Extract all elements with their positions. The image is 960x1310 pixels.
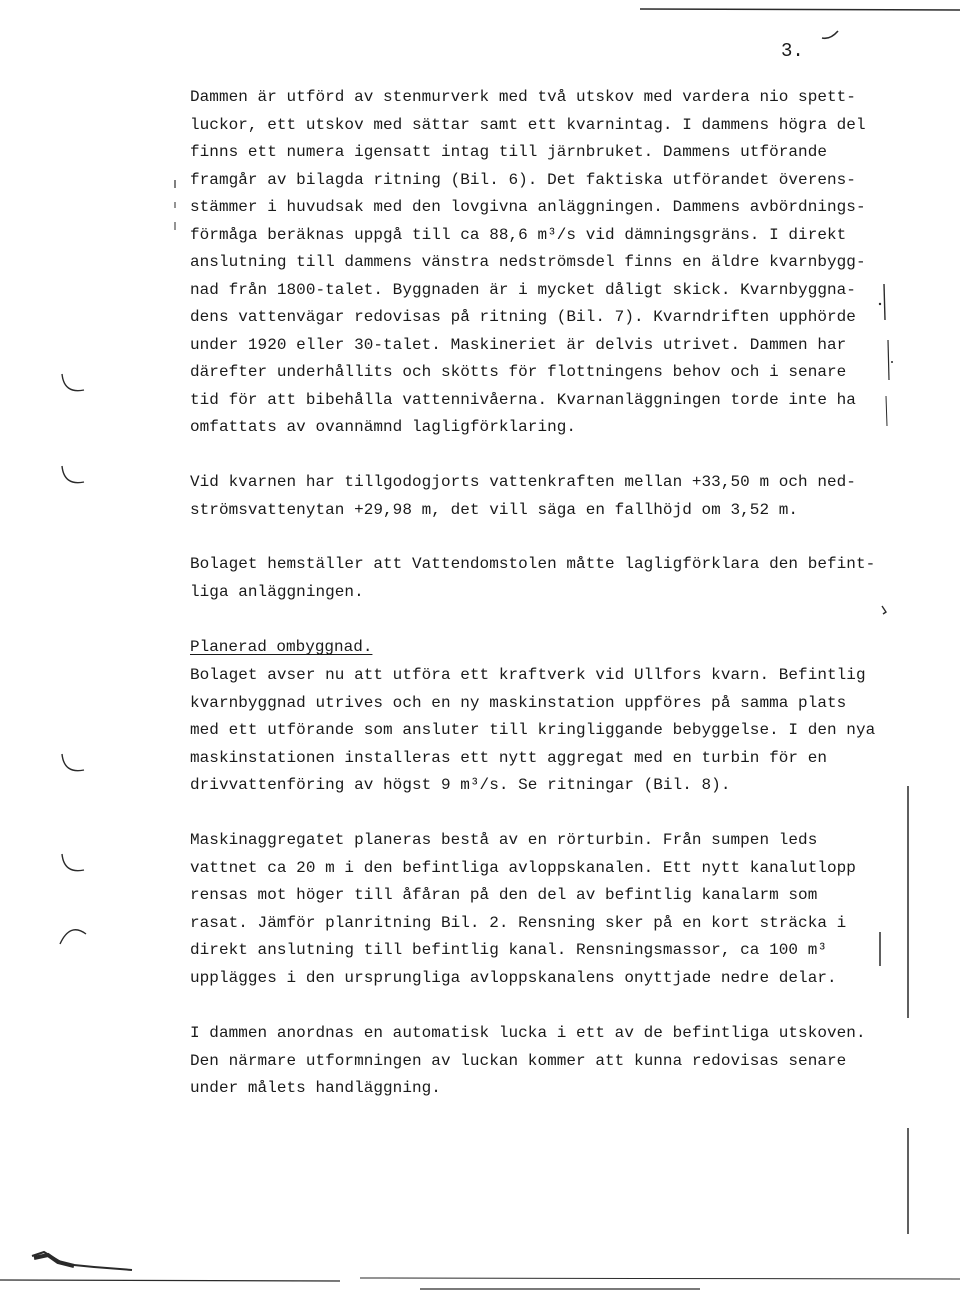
paragraph-dam-description: Dammen är utförd av stenmurverk med två utskov med vardera nio spett- luckor, ett utskov med sättar samt ett kvarnintag. I dammens högra del finns ett numera igensatt intag till järnbruket. Dammens utförande framgår av bilagda ritning (Bil. 6). Det faktiska utförandet överens- stämmer i huvudsak med den lovgivna anläggningen. Dammens avbördnings- förmåga beräknas uppgå till ca 88,6 m³/s vid dämningsgräns. I direkt anslutning till dammens vänstra nedströmsdel finns en äldre kvarnbygg- nad från 1800-talet. Byggnaden är i mycket dåligt skick. Kvarnbyggna- dens vattenvägar redovisas på ritning (Bil. 7). Kvarndriften upphörde under 1920 eller 30-talet. Maskineriet är delvis utrivet. Dammen har därefter underhållits och skötts för flottningens behov och i senare tid för att bibehålla vattennivåerna. Kvarnanläggningen torde inte ha omfattats av ovannämnd lagligförklaring. bbox=[190, 88, 866, 436]
paragraph-water-levels: Vid kvarnen har tillgodogjorts vattenkraften mellan +33,50 m och ned- strömsvattenytan +29,98 m, det vill säga en fallhöjd om 3,52 m. bbox=[190, 473, 856, 519]
page-number: 3. bbox=[781, 40, 804, 62]
scan-right-edge-line-1 bbox=[904, 786, 912, 1018]
scan-right-speck bbox=[880, 604, 890, 616]
scan-right-edge-line-2 bbox=[876, 932, 884, 966]
scan-corner-tick bbox=[820, 28, 842, 42]
margin-mark-left-1 bbox=[170, 178, 180, 234]
paragraph-legalization-request: Bolaget hemställer att Vattendomstolen måtte lagligförklara den befint- liga anläggningen. bbox=[190, 555, 876, 601]
binding-hole-mark-4 bbox=[58, 852, 88, 882]
binding-hole-mark-3 bbox=[58, 752, 88, 782]
binding-hole-mark-2 bbox=[58, 464, 88, 494]
binding-hole-mark-1 bbox=[58, 372, 88, 402]
scan-bottom-edge-lines bbox=[0, 1274, 960, 1294]
scan-bottom-left-smudge bbox=[24, 1244, 134, 1274]
paragraph-power-plant-plan: Bolaget avser nu att utföra ett kraftverk vid Ullfors kvarn. Befintlig kvarnbyggnad utrives och en ny maskinstation uppföres på samma plats med ett utförande som ansluter till kringliggande bebyggelse. I den nya maskinstationen installeras ett nytt aggregat med en turbin för en drivvattenföring av högst 9 m³/s. Se ritningar (Bil. 8). bbox=[190, 666, 876, 794]
scan-right-edge-line-3 bbox=[904, 1128, 912, 1234]
paragraph-automatic-gate: I dammen anordnas en automatisk lucka i ett av de befintliga utskoven. Den närmare utformningen av luckan kommer att kunna redovisas senare under målets handläggning. bbox=[190, 1024, 866, 1097]
scan-right-edge-specks bbox=[870, 280, 900, 430]
section-heading-planned-rebuild: Planerad ombyggnad. bbox=[190, 638, 373, 656]
binding-hole-mark-5 bbox=[56, 918, 90, 948]
scan-top-edge-line bbox=[640, 0, 960, 14]
paragraph-machine-unit: Maskinaggregatet planeras bestå av en rörturbin. Från sumpen leds vattnet ca 20 m i den befintliga avloppskanalen. Ett nytt kanalutlopp rensas mot höger till åfåran på den del av befintlig kanalarm som rasat. Jämför planritning Bil. 2. Rensning sker på en kort sträcka i direkt anslutning till befintlig kanal. Rensningsmassor, ca 100 m³ upplägges i den ursprungliga avloppskanalens onyttjade nedre delar. bbox=[190, 831, 856, 987]
